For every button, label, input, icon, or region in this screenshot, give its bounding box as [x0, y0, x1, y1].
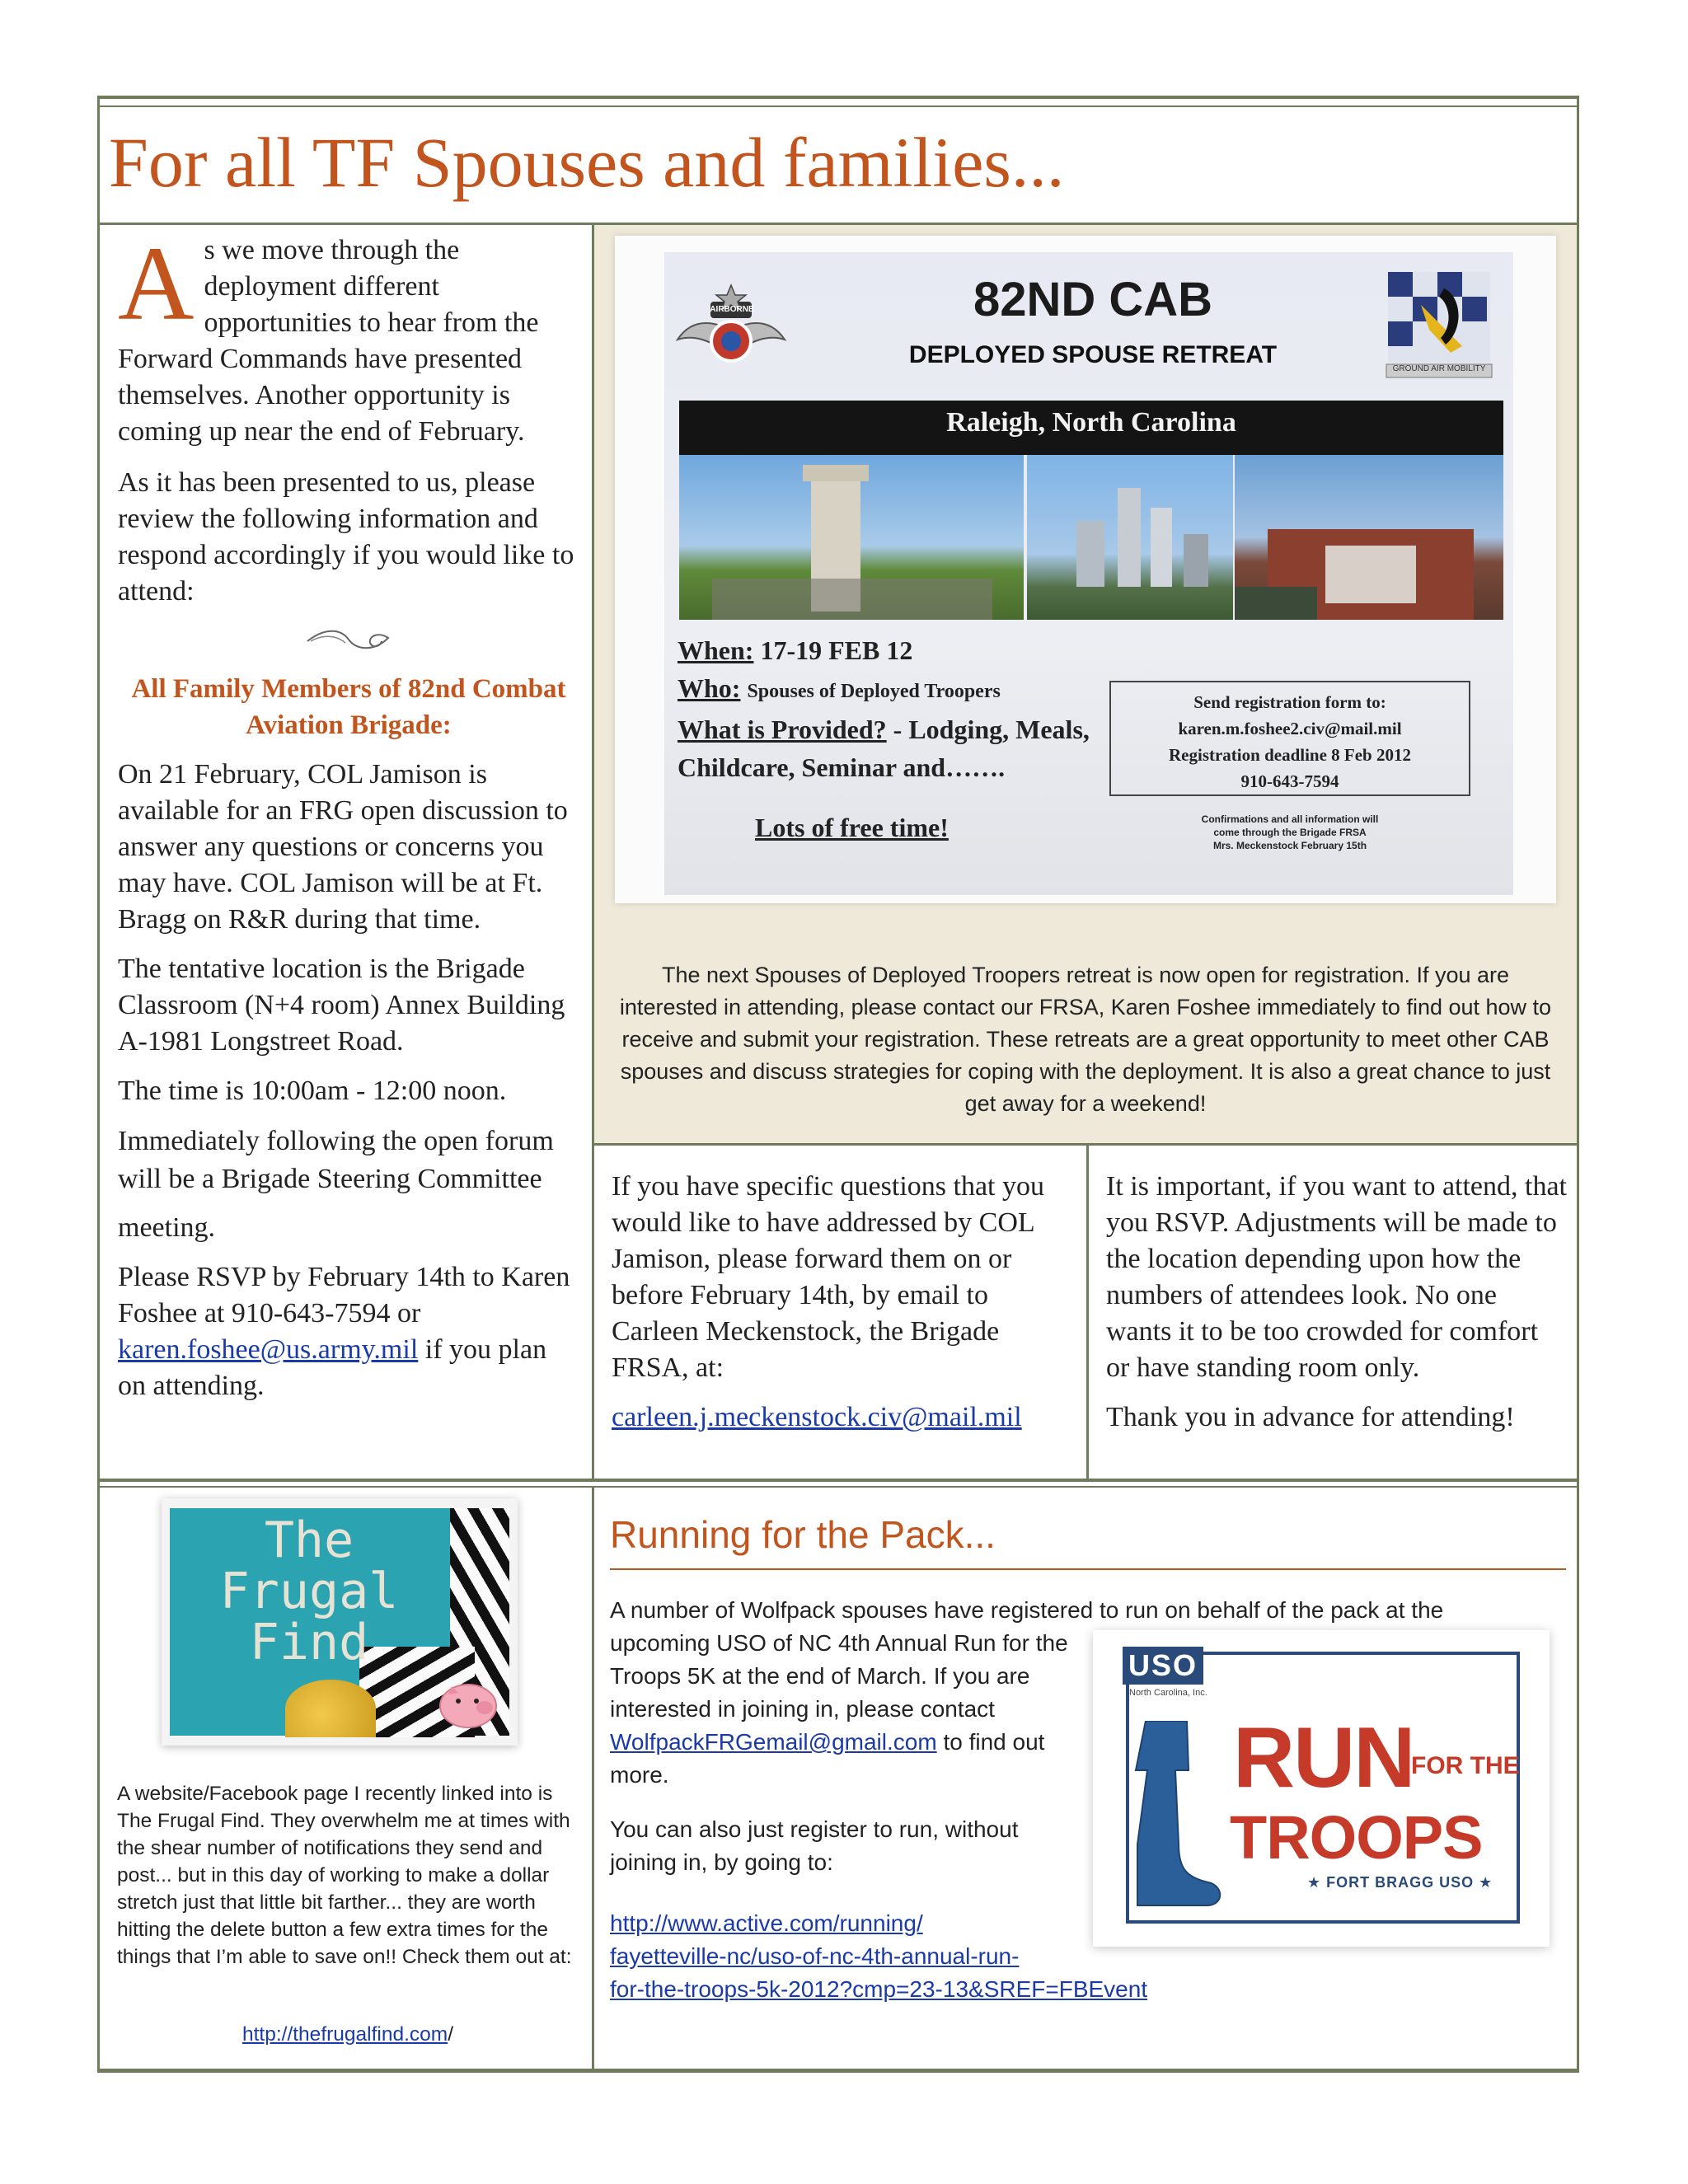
- intro-paragraph-5: The time is 10:00am - 12:00 noon.: [118, 1076, 507, 1106]
- frugal-text: A website/Facebook page I recently linked into is The Frugal Find. They overwhelm me at times with the shear number of notifications they send and post... but in this day of working to make a dollar stretch just that little bit farther... they are worth hitting the delete button a few extra times for the things that I’m able to save on!! Check them out at:: [117, 1783, 572, 1968]
- frame-left: [97, 96, 100, 2072]
- intro-column: [118, 225, 579, 1418]
- uso-badge: USO: [1123, 1647, 1203, 1685]
- when-value: 17-19 FEB 12: [760, 635, 913, 665]
- questions-text: If you have specific questions that you would like to have addressed by COL Jamison, please forward them on or before February 14th, by email to Carleen Meckenstock, the Brigade FRSA, at:: [612, 1171, 1044, 1383]
- frugal-logo-text: The Frugal Find: [219, 1511, 399, 1671]
- uso-nc-text: North Carolina, Inc.: [1129, 1688, 1207, 1698]
- drop-cap: A: [118, 225, 195, 342]
- logo-for-the-text: FOR THE: [1411, 1752, 1520, 1779]
- provided-value: - Lodging, Meals, Childcare, Seminar and…….: [678, 715, 1090, 782]
- ornament-divider: [118, 623, 579, 663]
- piggy-bank-icon: [434, 1675, 503, 1732]
- intro-paragraph-3: On 21 February, COL Jamison is available for an FRG open discussion to answer any questions or concerns you may have. COL Jamison will be at Ft. Bragg on R&R during that time.: [118, 759, 568, 935]
- building-photo: [1235, 455, 1503, 620]
- logo-troops-text: TROOPS: [1230, 1803, 1483, 1872]
- running-line-1: A number of Wolfpack spouses have registered to run on behalf of the pack at the: [610, 1597, 1444, 1623]
- logo-fort-bragg-text: ★ FORT BRAGG USO ★: [1307, 1874, 1493, 1891]
- who-value: Spouses of Deployed Troopers: [747, 681, 1001, 702]
- running-text: upcoming USO of NC 4th Annual Run for the Troops 5K at the end of March. If you are interested in joining in, please contact WolfpackFRGemail@gmail.com to find out more. You can also just register to run, without joining in, by going to:: [610, 1627, 1078, 1900]
- frame-right: [1577, 96, 1579, 2072]
- reg-line-1: Send registration form to:: [1193, 692, 1386, 712]
- questions-column: [612, 1169, 1078, 1449]
- frugal-link-line: http://thefrugalfind.com/: [241, 2023, 454, 2046]
- frugal-find-link[interactable]: http://thefrugalfind.com: [241, 2023, 448, 2046]
- page-title: For all TF Spouses and families...: [109, 123, 1065, 202]
- small-col-divider: [1086, 1143, 1089, 1480]
- frugal-find-logo: [162, 1498, 518, 1746]
- mid-rule-b: [97, 1486, 1579, 1488]
- reg-line-4: 910-643-7594: [1240, 771, 1339, 791]
- flourish-icon: [299, 623, 398, 656]
- running-heading: Running for the Pack...: [610, 1513, 996, 1556]
- mid-rule-a: [97, 1479, 1579, 1482]
- flyer-image: [615, 236, 1556, 903]
- airborne-wings-icon: [669, 282, 793, 389]
- reg-line-2: karen.m.foshee2.civ@mail.mil: [1178, 719, 1402, 738]
- caption-rule: [592, 1143, 1579, 1146]
- coin-stack: [285, 1680, 376, 1737]
- col-divider-bottom: [592, 1486, 594, 2072]
- provided-label: What is Provided?: [678, 715, 887, 744]
- intro-paragraph-6: Immediately following the open forum will be a Brigade Steering Committee: [118, 1126, 554, 1194]
- bottom-rule: [97, 2069, 1579, 2073]
- free-time: Lots of free time!: [755, 813, 949, 842]
- intro-paragraph-1: s we move through the deployment different opportunities to hear from the Forward Commands have presented themselves. Another opportunity is coming up near the end of February.: [118, 235, 539, 447]
- reg-line-3: Registration deadline 8 Feb 2012: [1169, 745, 1411, 765]
- top-rule-outer: [97, 96, 1579, 99]
- flyer-subtitle: DEPLOYED SPOUSE RETREAT: [908, 341, 1278, 368]
- rsvp-text: It is important, if you want to attend, that you RSVP. Adjustments will be made to the location depending upon how the numbers of attendees look. No one wants it to be too crowded for comfort or have standing room only.: [1106, 1171, 1568, 1383]
- active-link[interactable]: http://www.active.com/running/ fayetteville-nc/uso-of-nc-4th-annual-run- for-the-troops-5k-2012?cmp=23-13&SREF=FBEvent: [610, 1910, 1148, 2002]
- who-label: Who:: [678, 673, 741, 703]
- logo-run-text: RUN: [1233, 1710, 1414, 1806]
- thanks-text: Thank you in advance for attending!: [1106, 1402, 1515, 1432]
- confirmation-note: Confirmations and all information will come through the Brigade FRSA Mrs. Meckenstock February 15th: [1201, 813, 1379, 851]
- flyer-caption: The next Spouses of Deployed Troopers retreat is now open for registration. If you are interested in attending, please contact our FRSA, Karen Foshee immediately to find out how to receive and submit your registration. These retreats are a great opportunity to meet other CAB spouses and discuss strategies for coping with the deployment. It is also a great chance to just get away for a weekend!: [619, 963, 1552, 1116]
- flyer-details: [678, 631, 1123, 786]
- run-for-troops-logo: [1093, 1630, 1550, 1947]
- intro-paragraph-4: The tentative location is the Brigade Classroom (N+4 room) Annex Building A-1981 Longstreet Road.: [118, 954, 565, 1057]
- airborne-badge-text: AIRBORNE: [710, 305, 754, 314]
- intro-paragraph-7: Please RSVP by February 14th to Karen Foshee at 910-643-7594 or karen.foshee@us.army.mil if you plan on attending.: [118, 1262, 570, 1401]
- running-paragraph-2: You can also just register to run, without joining in, by going to:: [610, 1816, 1019, 1875]
- running-heading-rule: [610, 1568, 1566, 1570]
- boot-icon: [1129, 1721, 1228, 1910]
- rsvp-column: [1106, 1169, 1568, 1449]
- wolfpack-email-link[interactable]: WolfpackFRGemail@gmail.com: [610, 1729, 937, 1755]
- airborne-badge: [669, 282, 793, 389]
- carleen-email-link[interactable]: carleen.j.meckenstock.civ@mail.mil: [612, 1402, 1022, 1432]
- tower-photo: [679, 455, 1024, 620]
- skyline-photo: [1027, 455, 1233, 620]
- when-label: When:: [678, 635, 754, 665]
- intro-paragraph-6b: meeting.: [118, 1212, 216, 1243]
- registration-box: [1109, 681, 1470, 796]
- intro-paragraph-2: As it has been presented to us, please review the following information and respond accordingly if you would like to attend:: [118, 467, 574, 607]
- flyer-title: 82ND CAB: [973, 273, 1213, 326]
- family-heading: All Family Members of 82nd Combat Aviation Brigade:: [131, 674, 566, 740]
- karen-email-link[interactable]: karen.foshee@us.army.mil: [118, 1334, 419, 1365]
- location-banner-text: Raleigh, North Carolina: [946, 407, 1236, 438]
- top-rule-inner: [97, 105, 1579, 107]
- crest-text: GROUND AIR MOBILITY: [1392, 364, 1486, 373]
